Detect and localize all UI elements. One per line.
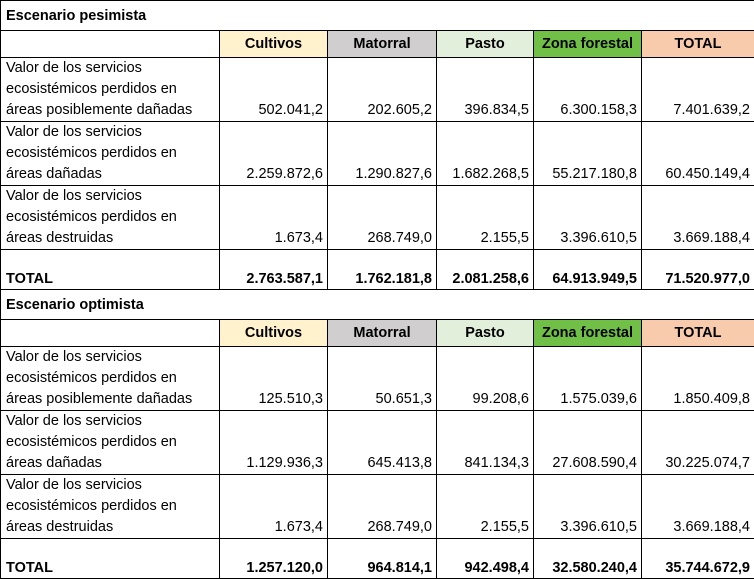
total-value: 71.520.977,0 — [642, 250, 754, 290]
cell-value: 202.605,2 — [328, 58, 437, 122]
header-total: TOTAL — [642, 320, 754, 347]
total-value: 64.913.949,5 — [534, 250, 642, 290]
cell-value: 1.850.409,8 — [642, 347, 754, 411]
cell-value: 55.217.180,8 — [534, 122, 642, 186]
total-row — [1, 250, 754, 290]
header-row — [1, 320, 754, 347]
cell-value: 268.749,0 — [328, 475, 437, 539]
cell-value: 1.290.827,6 — [328, 122, 437, 186]
row-label: Valor de los servicios ecosistémicos perdidos en áreas dañadas — [1, 411, 220, 475]
header-pasto: Pasto — [437, 320, 534, 347]
total-value: 2.081.258,6 — [437, 250, 534, 290]
cell-value: 1.129.936,3 — [220, 411, 328, 475]
row-label: Valor de los servicios ecosistémicos perdidos en áreas destruidas — [1, 186, 220, 250]
header-blank-cell — [1, 320, 220, 347]
total-value: 2.763.587,1 — [220, 250, 328, 290]
total-value: 964.814,1 — [328, 539, 437, 579]
header-total: TOTAL — [642, 31, 754, 58]
table-row — [1, 347, 754, 411]
cell-value: 3.396.610,5 — [534, 475, 642, 539]
cell-value: 3.669.188,4 — [642, 186, 754, 250]
table-row — [1, 58, 754, 122]
cell-value: 3.396.610,5 — [534, 186, 642, 250]
header-pasto: Pasto — [437, 31, 534, 58]
row-label: Valor de los servicios ecosistémicos perdidos en áreas dañadas — [1, 122, 220, 186]
header-cultivos: Cultivos — [220, 320, 328, 347]
total-value: 32.580.240,4 — [534, 539, 642, 579]
header-matorral: Matorral — [328, 31, 437, 58]
cell-value: 841.134,3 — [437, 411, 534, 475]
cell-value: 50.651,3 — [328, 347, 437, 411]
total-value: 942.498,4 — [437, 539, 534, 579]
cell-value: 268.749,0 — [328, 186, 437, 250]
cell-value: 502.041,2 — [220, 58, 328, 122]
row-label: Valor de los servicios ecosistémicos perdidos en áreas posiblemente dañadas — [1, 58, 220, 122]
header-cultivos: Cultivos — [220, 31, 328, 58]
cell-value: 396.834,5 — [437, 58, 534, 122]
total-label: TOTAL — [1, 250, 220, 290]
cell-value: 1.673,4 — [220, 186, 328, 250]
table-row — [1, 122, 754, 186]
total-label: TOTAL — [1, 539, 220, 579]
total-value: 1.257.120,0 — [220, 539, 328, 579]
cell-value: 2.155,5 — [437, 475, 534, 539]
section-title-pessimistic: Escenario pesimista — [1, 1, 754, 31]
cell-value: 645.413,8 — [328, 411, 437, 475]
cell-value: 1.673,4 — [220, 475, 328, 539]
cell-value: 99.208,6 — [437, 347, 534, 411]
cell-value: 125.510,3 — [220, 347, 328, 411]
cell-value: 7.401.639,2 — [642, 58, 754, 122]
cell-value: 60.450.149,4 — [642, 122, 754, 186]
table-row — [1, 411, 754, 475]
header-zona-forestal: Zona forestal — [534, 320, 642, 347]
header-zona-forestal: Zona forestal — [534, 31, 642, 58]
cell-value: 30.225.074,7 — [642, 411, 754, 475]
cell-value: 1.682.268,5 — [437, 122, 534, 186]
table-row — [1, 475, 754, 539]
cell-value: 27.608.590,4 — [534, 411, 642, 475]
total-value: 35.744.672,9 — [642, 539, 754, 579]
cell-value: 3.669.188,4 — [642, 475, 754, 539]
table-row — [1, 186, 754, 250]
header-row — [1, 31, 754, 58]
cell-value: 2.259.872,6 — [220, 122, 328, 186]
total-value: 1.762.181,8 — [328, 250, 437, 290]
cell-value: 2.155,5 — [437, 186, 534, 250]
header-matorral: Matorral — [328, 320, 437, 347]
header-blank-cell — [1, 31, 220, 58]
cell-value: 6.300.158,3 — [534, 58, 642, 122]
row-label: Valor de los servicios ecosistémicos perdidos en áreas destruidas — [1, 475, 220, 539]
cell-value: 1.575.039,6 — [534, 347, 642, 411]
row-label: Valor de los servicios ecosistémicos perdidos en áreas posiblemente dañadas — [1, 347, 220, 411]
section-title-optimistic: Escenario optimista — [1, 290, 754, 320]
total-row — [1, 539, 754, 579]
